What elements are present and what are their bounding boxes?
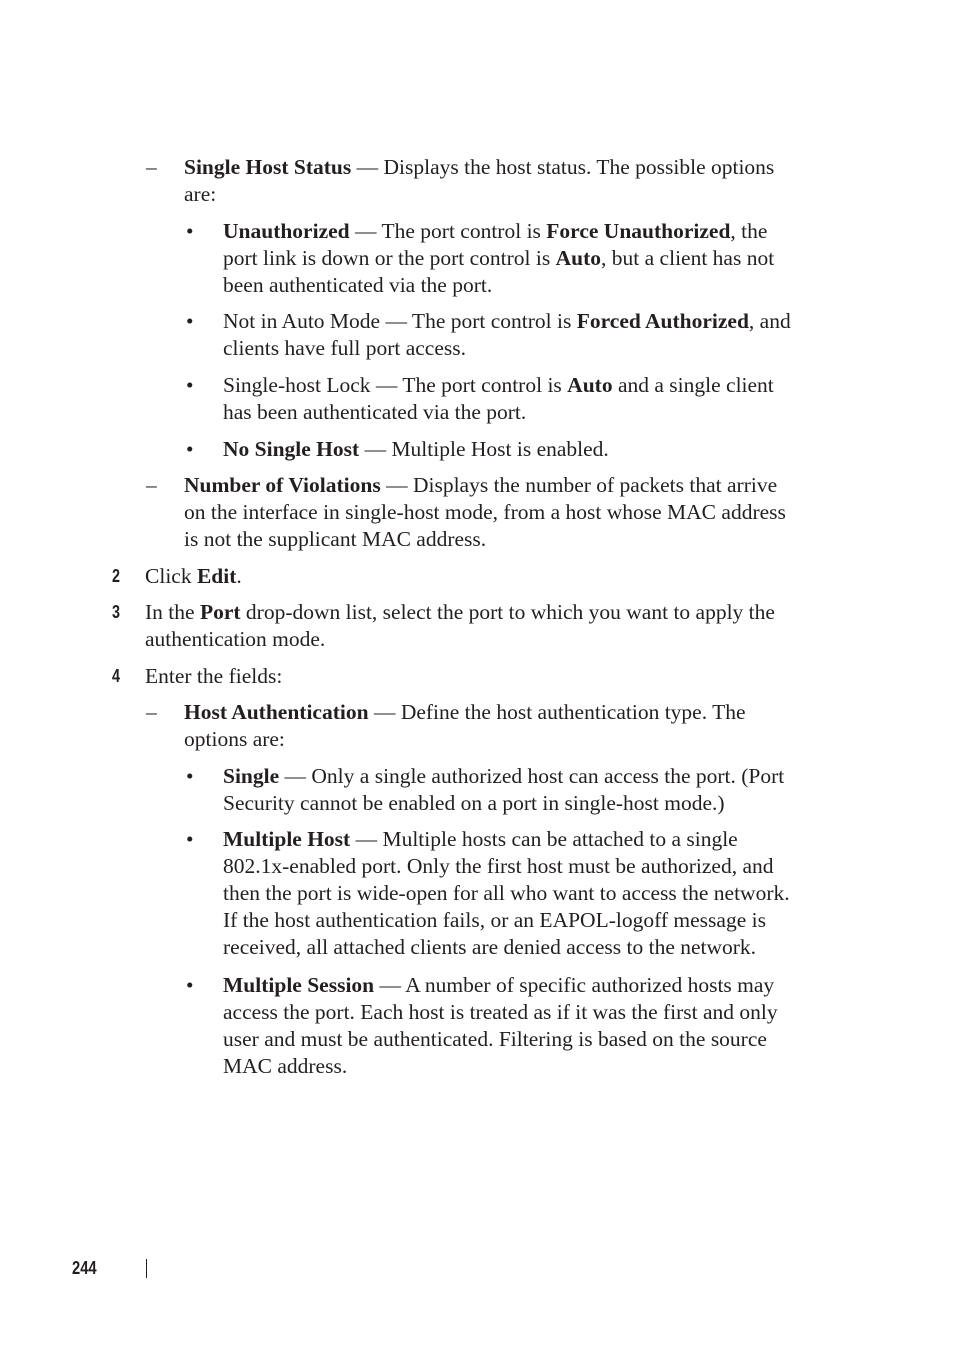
text-run: Security cannot be enabled on a port in single-host mode.) — [223, 791, 725, 815]
text-run: MAC address. — [223, 1054, 348, 1078]
bullet-marker: • — [186, 309, 194, 333]
text-run: clients have full port access. — [223, 336, 466, 360]
text-run: are: — [184, 182, 217, 206]
text-run: Single-host Lock — The port control is — [223, 373, 568, 397]
dash-marker: – — [146, 155, 157, 179]
text-run: In the — [145, 600, 200, 624]
text-line — [223, 999, 778, 1026]
text-run: Not in Auto Mode — The port control is — [223, 309, 577, 333]
text-line — [145, 626, 325, 653]
text-line — [184, 526, 486, 553]
text-run: port link is down or the port control is — [223, 246, 556, 270]
text-line — [223, 372, 774, 399]
text-run: If the host authentication fails, or an EAPOL-logoff message is — [223, 908, 766, 932]
text-run: Click — [145, 564, 197, 588]
text-run: drop-down list, select the port to which you want to apply the — [240, 600, 775, 624]
text-line — [223, 853, 774, 880]
bold-term: Number of Violations — [184, 473, 381, 497]
page-number: 244 — [72, 1258, 97, 1278]
bold-term: Single — [223, 764, 280, 788]
text-run: and a single client — [612, 373, 774, 397]
text-run: , the — [730, 219, 768, 243]
text-run: been authenticated via the port. — [223, 273, 493, 297]
bullet-marker: • — [186, 827, 194, 851]
text-line — [223, 880, 790, 907]
text-run: — Multiple Host is enabled. — [359, 437, 609, 461]
dash-marker: – — [146, 700, 157, 724]
text-line — [145, 599, 775, 626]
text-line — [184, 154, 774, 181]
bold-term: Port — [199, 600, 241, 624]
text-line — [223, 308, 791, 335]
text-line — [223, 1053, 347, 1080]
bold-term: Auto — [567, 373, 613, 397]
bold-term: No Single Host — [223, 437, 360, 461]
text-run: — Displays the host status. The possible options — [351, 155, 775, 179]
text-line — [184, 699, 746, 726]
bullet-marker: • — [186, 764, 194, 788]
text-run: — Multiple hosts can be attached to a single — [350, 827, 738, 851]
bold-term: Multiple Session — [223, 973, 375, 997]
text-line — [223, 790, 725, 817]
text-line — [184, 499, 786, 526]
step-number: 3 — [112, 602, 121, 622]
text-line — [184, 726, 285, 753]
bullet-marker: • — [186, 973, 194, 997]
text-run: options are: — [184, 727, 285, 751]
dash-marker: – — [146, 473, 157, 497]
text-line — [223, 826, 738, 853]
text-run: on the interface in single-host mode, from a host whose MAC address — [184, 500, 786, 524]
text-run: . — [236, 564, 242, 588]
text-line — [145, 663, 282, 690]
bold-term: Edit — [196, 564, 237, 588]
text-run: authentication mode. — [145, 627, 326, 651]
step-number: 4 — [112, 666, 121, 686]
text-line — [223, 272, 492, 299]
bold-term: Unauthorized — [223, 219, 350, 243]
text-run: — The port control is — [349, 219, 547, 243]
text-line — [223, 1026, 767, 1053]
text-run: Enter the fields: — [145, 664, 283, 688]
text-run: — Displays the number of packets that arrive — [380, 473, 778, 497]
text-line — [223, 245, 774, 272]
text-line — [223, 399, 526, 426]
text-line — [223, 972, 774, 999]
text-line — [223, 335, 466, 362]
bold-term: Single Host Status — [184, 155, 352, 179]
text-line — [223, 934, 756, 961]
bullet-marker: • — [186, 219, 194, 243]
text-line — [145, 563, 242, 590]
bold-term: Forced Authorized — [576, 309, 749, 333]
text-run: has been authenticated via the port. — [223, 400, 527, 424]
text-run: then the port is wide-open for all who want to access the network. — [223, 881, 790, 905]
footer-divider — [146, 1259, 147, 1278]
text-run: received, all attached clients are denied access to the network. — [223, 935, 757, 959]
step-number: 2 — [112, 566, 121, 586]
bullet-marker: • — [186, 373, 194, 397]
bold-term: Force Unauthorized — [546, 219, 731, 243]
text-line — [223, 763, 784, 790]
text-run: , and — [748, 309, 791, 333]
text-run: 802.1x-enabled port. Only the first host must be authorized, and — [223, 854, 774, 878]
bold-term: Host Authentication — [184, 700, 369, 724]
text-run: access the port. Each host is treated as if it was the first and only — [223, 1000, 778, 1024]
bullet-marker: • — [186, 437, 194, 461]
bold-term: Auto — [555, 246, 602, 270]
text-run: — Define the host authentication type. The — [368, 700, 746, 724]
text-line — [184, 472, 777, 499]
bold-term: Multiple Host — [223, 827, 351, 851]
text-line — [223, 218, 767, 245]
text-run: is not the supplicant MAC address. — [184, 527, 487, 551]
text-run: , but a client has not — [601, 246, 775, 270]
text-line — [184, 181, 216, 208]
text-run: — A number of specific authorized hosts may — [374, 973, 775, 997]
text-run: user and must be authenticated. Filtering is based on the source — [223, 1027, 767, 1051]
text-run: — Only a single authorized host can access the port. (Port — [279, 764, 785, 788]
text-line — [223, 436, 609, 463]
text-line — [223, 907, 766, 934]
